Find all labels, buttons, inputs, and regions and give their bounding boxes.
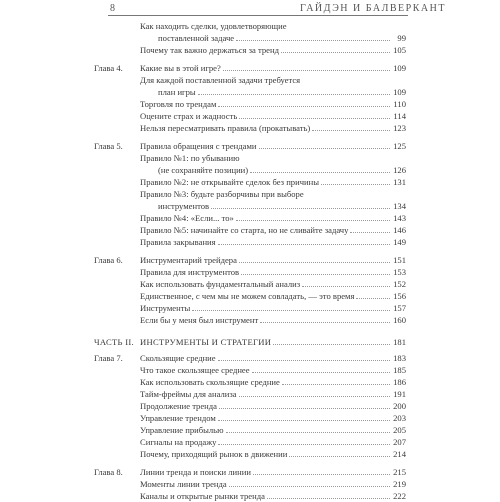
page-number: 8	[110, 3, 115, 14]
toc-page-number: 153	[393, 267, 406, 277]
toc-entry-title: Как использовать скользящие средние	[140, 377, 280, 387]
dot-leader	[211, 200, 390, 209]
dot-leader	[302, 278, 390, 287]
toc-entry-title: Нельзя пересматривать правила (прокатывать)	[140, 123, 311, 133]
toc-page-number: 99	[397, 33, 406, 43]
toc-entry[interactable]	[140, 152, 406, 164]
toc-entry[interactable]	[158, 32, 406, 44]
toc-entry-title: Управление прибылью	[140, 425, 224, 435]
toc-page-number: 109	[393, 87, 406, 97]
dot-leader	[223, 62, 390, 71]
toc-entry-title: Как находить сделки, удовлетворяющие	[140, 21, 287, 31]
toc-page-number: 151	[393, 255, 406, 265]
dot-leader	[218, 98, 390, 107]
toc-entry[interactable]	[140, 412, 406, 424]
toc-chapter-entry[interactable]	[140, 352, 406, 364]
toc-page-number: 143	[393, 213, 406, 223]
toc-page-number: 215	[393, 467, 406, 477]
toc-entry[interactable]	[140, 212, 406, 224]
chapter-label: Глава 8.	[94, 467, 123, 477]
toc-entry-title: Правило №3: будьте разборчивы при выборе	[140, 189, 304, 199]
toc-page-number: 109	[393, 63, 406, 73]
dot-leader	[239, 110, 390, 119]
dot-leader	[350, 224, 390, 233]
toc-page-number: 185	[393, 365, 406, 375]
toc-page-number: 156	[393, 291, 406, 301]
toc-page-number: 203	[393, 413, 406, 423]
toc-page-number: 126	[393, 165, 406, 175]
toc-page-number: 123	[393, 123, 406, 133]
toc-entry-title: Правило №2: не открывайте сделок без причины	[140, 177, 319, 187]
toc-entry-title: Правило №1: по убыванию	[140, 153, 240, 163]
toc-entry-title: поставленной задаче	[158, 33, 235, 43]
toc-entry[interactable]	[140, 278, 406, 290]
toc-entry-title: Каналы и открытые рынки тренда	[140, 491, 265, 501]
toc-entry-title: Почему, приходящий рынок в движении	[140, 449, 288, 459]
toc-entry[interactable]	[140, 98, 406, 110]
toc-entry-title: Единственное, с чем мы не можем совладать, — это время	[140, 291, 355, 301]
toc-entry-title: Инструменты	[140, 303, 191, 313]
toc-chapter-entry[interactable]	[140, 140, 406, 152]
toc-entry-title: Как использовать фундаментальный анализ	[140, 279, 301, 289]
toc-page-number: 186	[393, 377, 406, 387]
dot-leader	[289, 448, 390, 457]
toc-page-number: 205	[393, 425, 406, 435]
toc-entry[interactable]	[140, 314, 406, 326]
toc-entry-title: Сигналы на продажу	[140, 437, 217, 447]
toc-page-number: 131	[393, 177, 406, 187]
toc-page-number: 125	[393, 141, 406, 151]
toc-entry-title: Тайм-фреймы для анализа	[140, 389, 237, 399]
toc-entry[interactable]	[140, 436, 406, 448]
toc-entry-title: Если бы у меня был инструмент	[140, 315, 259, 325]
toc-entry[interactable]	[140, 224, 406, 236]
toc-page-number: 105	[393, 45, 406, 55]
toc-entry[interactable]	[140, 490, 406, 502]
dot-leader	[236, 212, 390, 221]
dot-leader	[250, 164, 390, 173]
toc-entry[interactable]	[140, 266, 406, 278]
toc-page-number: 200	[393, 401, 406, 411]
dot-leader	[282, 376, 390, 385]
toc-page-number: 214	[393, 449, 406, 459]
toc-page-number: 191	[393, 389, 406, 399]
dot-leader	[218, 236, 390, 245]
toc-page-number: 160	[393, 315, 406, 325]
dot-leader	[281, 44, 390, 53]
dot-leader	[239, 254, 390, 263]
toc-entry[interactable]	[140, 302, 406, 314]
dot-leader	[253, 466, 390, 475]
dot-leader	[267, 490, 390, 499]
toc-page-number: 222	[393, 491, 406, 501]
dot-leader	[219, 400, 390, 409]
dot-leader	[229, 478, 390, 487]
dot-leader	[218, 436, 390, 445]
toc-entry-title: Оцените страх и жадность	[140, 111, 238, 121]
chapter-label: Глава 7.	[94, 353, 123, 363]
dot-leader	[260, 314, 390, 323]
dot-leader	[259, 140, 391, 149]
dot-leader	[218, 412, 390, 421]
dot-leader	[239, 388, 390, 397]
toc-entry-title: Скользящие средние	[140, 353, 216, 363]
dot-leader	[321, 176, 390, 185]
toc-page-number: 114	[393, 111, 406, 121]
chapter-label: Глава 4.	[94, 63, 123, 73]
toc-page-number: 183	[393, 353, 406, 363]
toc-entry[interactable]	[140, 20, 406, 32]
running-head: ГАЙДЭН И БАЛВЕРКАНТ	[300, 3, 446, 14]
toc-chapter-entry[interactable]	[140, 466, 406, 478]
toc-entry-title: Правила закрывания	[140, 237, 216, 247]
toc-page-number: 134	[393, 201, 406, 211]
toc-entry-title: план игры	[158, 87, 196, 97]
toc-entry[interactable]	[140, 74, 406, 86]
toc-entry-title: Линии тренда и поиски линии	[140, 467, 251, 477]
dot-leader	[236, 32, 390, 41]
toc-entry-title: Правила для инструментов	[140, 267, 240, 277]
toc-entry[interactable]	[140, 122, 406, 134]
toc-entry[interactable]	[140, 236, 406, 248]
toc-entry-title: Правила обращения с трендами	[140, 141, 257, 151]
toc-page-number: 152	[393, 279, 406, 289]
toc-page-number: 149	[393, 237, 406, 247]
toc-entry-title: Торговля по трендам	[140, 99, 217, 109]
toc-page-number: 146	[393, 225, 406, 235]
dot-leader	[218, 352, 390, 361]
toc-entry[interactable]	[140, 424, 406, 436]
toc-entry[interactable]	[140, 364, 406, 376]
toc-entry[interactable]	[140, 376, 406, 388]
toc-page-number: 110	[393, 99, 406, 109]
part-label: ЧАСТЬ II.	[94, 337, 134, 347]
toc-page-number: 157	[393, 303, 406, 313]
dot-leader	[192, 302, 390, 311]
toc-page-number: 181	[393, 337, 406, 347]
toc-entry-title: Для каждой поставленной задачи требуется	[140, 75, 301, 85]
toc-entry-title: Почему так важно держаться за тренд	[140, 45, 279, 55]
toc-page-number: 219	[393, 479, 406, 489]
dot-leader	[198, 86, 390, 95]
toc-entry-title: Какие вы в этой игре?	[140, 63, 221, 73]
dot-leader	[273, 336, 390, 345]
toc-entry[interactable]	[158, 164, 406, 176]
toc-entry[interactable]	[140, 388, 406, 400]
toc-entry-title: ИНСТРУМЕНТЫ И СТРАТЕГИИ	[140, 337, 272, 347]
toc-entry-title: инструментов	[158, 201, 210, 211]
toc-entry[interactable]	[140, 176, 406, 188]
toc-entry-title: Правило №4: «Если... то»	[140, 213, 234, 223]
toc-entry[interactable]	[140, 110, 406, 122]
toc-entry[interactable]	[140, 290, 406, 302]
toc-chapter-entry[interactable]	[140, 62, 406, 74]
dot-leader	[356, 290, 390, 299]
toc-entry-title: Инструментарий трейдера	[140, 255, 237, 265]
chapter-label: Глава 6.	[94, 255, 123, 265]
chapter-label: Глава 5.	[94, 141, 123, 151]
toc-entry-title: (не сохраняйте позиции)	[158, 165, 249, 175]
dot-leader	[312, 122, 390, 131]
toc-entry[interactable]	[140, 44, 406, 56]
toc-entry-title: Управление трендом	[140, 413, 216, 423]
toc-entry-title: Правило №5: начинайте со старта, но не сливайте задачу	[140, 225, 349, 235]
toc-entry[interactable]	[158, 200, 406, 212]
toc-chapter-entry[interactable]	[140, 254, 406, 266]
toc-entry[interactable]	[140, 478, 406, 490]
dot-leader	[226, 424, 390, 433]
toc-entry[interactable]	[140, 400, 406, 412]
dot-leader	[252, 364, 390, 373]
toc-entry-title: Моменты линии тренда	[140, 479, 227, 489]
toc-entry-title: Продолжение тренда	[140, 401, 217, 411]
toc-part-entry[interactable]	[140, 336, 406, 348]
toc-page-number: 207	[393, 437, 406, 447]
toc-entry[interactable]	[158, 86, 406, 98]
dot-leader	[241, 266, 390, 275]
toc-entry-title: Что такое скользящее среднее	[140, 365, 250, 375]
toc-entry[interactable]	[140, 188, 406, 200]
toc-entry[interactable]	[140, 448, 406, 460]
